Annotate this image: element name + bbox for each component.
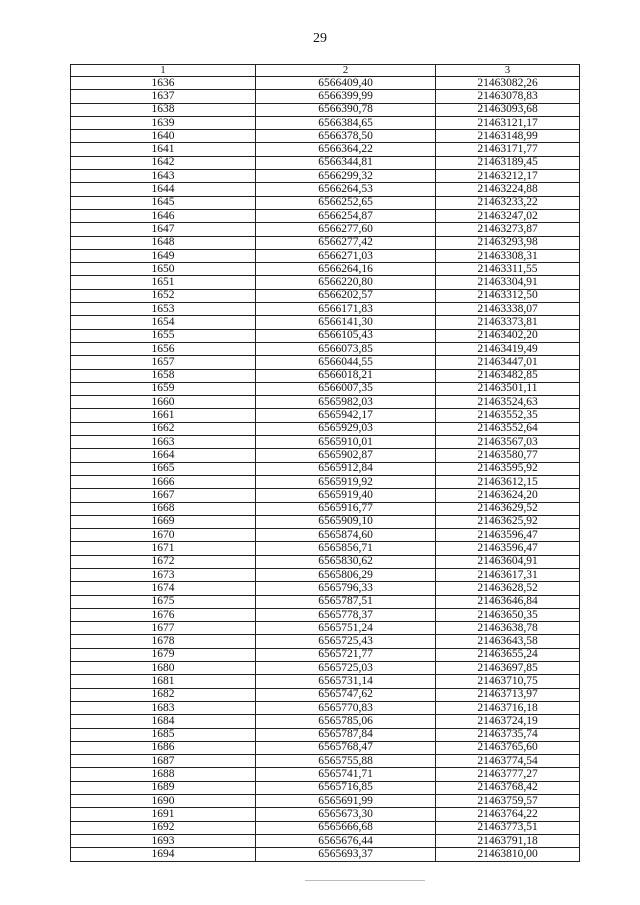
x-coordinate-cell: 6566344,81	[256, 156, 436, 169]
x-coordinate-cell: 6565909,10	[256, 515, 436, 528]
x-coordinate-cell: 6566141,30	[256, 316, 436, 329]
x-coordinate-cell: 6565725,03	[256, 662, 436, 675]
point-number-cell: 1648	[71, 236, 256, 249]
y-coordinate-cell: 21463373,81	[436, 316, 580, 329]
x-coordinate-cell: 6565787,84	[256, 728, 436, 741]
point-number-cell: 1663	[71, 436, 256, 449]
table-row	[71, 635, 580, 648]
y-coordinate-cell: 21463773,51	[436, 821, 580, 834]
table-row	[71, 595, 580, 608]
table-row	[71, 675, 580, 688]
y-coordinate-cell: 21463189,45	[436, 156, 580, 169]
table-row	[71, 728, 580, 741]
point-number-cell: 1653	[71, 303, 256, 316]
y-coordinate-cell: 21463419,49	[436, 342, 580, 355]
table-row	[71, 382, 580, 395]
y-coordinate-cell: 21463093,68	[436, 103, 580, 116]
table-row	[71, 489, 580, 502]
x-coordinate-cell: 6566007,35	[256, 382, 436, 395]
coordinates-table	[70, 64, 580, 862]
table-row	[71, 648, 580, 661]
point-number-cell: 1678	[71, 635, 256, 648]
x-coordinate-cell: 6566299,32	[256, 170, 436, 183]
y-coordinate-cell: 21463338,07	[436, 303, 580, 316]
point-number-cell: 1669	[71, 515, 256, 528]
y-coordinate-cell: 21463233,22	[436, 196, 580, 209]
y-coordinate-cell: 21463774,54	[436, 755, 580, 768]
point-number-cell: 1679	[71, 648, 256, 661]
y-coordinate-cell: 21463646,84	[436, 595, 580, 608]
y-coordinate-cell: 21463791,18	[436, 834, 580, 847]
x-coordinate-cell: 6566073,85	[256, 342, 436, 355]
y-coordinate-cell: 21463247,02	[436, 209, 580, 222]
x-coordinate-cell: 6566384,65	[256, 116, 436, 129]
x-coordinate-cell: 6566399,99	[256, 90, 436, 103]
x-coordinate-cell: 6565768,47	[256, 741, 436, 754]
table-header	[71, 65, 580, 77]
x-coordinate-cell: 6565910,01	[256, 436, 436, 449]
x-coordinate-cell: 6565796,33	[256, 582, 436, 595]
x-coordinate-cell: 6566018,21	[256, 369, 436, 382]
x-coordinate-cell: 6565721,77	[256, 648, 436, 661]
point-number-cell: 1652	[71, 289, 256, 302]
x-coordinate-cell: 6565912,84	[256, 462, 436, 475]
point-number-cell: 1691	[71, 808, 256, 821]
table-row	[71, 475, 580, 488]
x-coordinate-cell: 6565785,06	[256, 715, 436, 728]
point-number-cell: 1636	[71, 77, 256, 90]
y-coordinate-cell: 21463604,91	[436, 555, 580, 568]
y-coordinate-cell: 21463765,60	[436, 741, 580, 754]
x-coordinate-cell: 6565770,83	[256, 701, 436, 714]
table-row	[71, 701, 580, 714]
y-coordinate-cell: 21463552,64	[436, 422, 580, 435]
x-coordinate-cell: 6565919,92	[256, 475, 436, 488]
table-row	[71, 449, 580, 462]
x-coordinate-cell: 6565787,51	[256, 595, 436, 608]
column-header-3: 3	[436, 65, 580, 77]
table-row	[71, 303, 580, 316]
point-number-cell: 1666	[71, 475, 256, 488]
point-number-cell: 1660	[71, 396, 256, 409]
point-number-cell: 1692	[71, 821, 256, 834]
x-coordinate-cell: 6566105,43	[256, 329, 436, 342]
column-header-1: 1	[71, 65, 256, 77]
table-row	[71, 143, 580, 156]
table-row	[71, 755, 580, 768]
table-row	[71, 342, 580, 355]
x-coordinate-cell: 6566409,40	[256, 77, 436, 90]
x-coordinate-cell: 6565916,77	[256, 502, 436, 515]
point-number-cell: 1641	[71, 143, 256, 156]
table-row	[71, 568, 580, 581]
y-coordinate-cell: 21463735,74	[436, 728, 580, 741]
x-coordinate-cell: 6566271,03	[256, 249, 436, 262]
table-row	[71, 622, 580, 635]
point-number-cell: 1684	[71, 715, 256, 728]
x-coordinate-cell: 6565755,88	[256, 755, 436, 768]
point-number-cell: 1673	[71, 568, 256, 581]
table-row	[71, 462, 580, 475]
table-row	[71, 103, 580, 116]
table-row	[71, 515, 580, 528]
table-row	[71, 183, 580, 196]
point-number-cell: 1671	[71, 542, 256, 555]
table-row	[71, 276, 580, 289]
point-number-cell: 1688	[71, 768, 256, 781]
y-coordinate-cell: 21463567,03	[436, 436, 580, 449]
point-number-cell: 1680	[71, 662, 256, 675]
x-coordinate-cell: 6566202,57	[256, 289, 436, 302]
y-coordinate-cell: 21463713,97	[436, 688, 580, 701]
x-coordinate-cell: 6566378,50	[256, 130, 436, 143]
x-coordinate-cell: 6566220,80	[256, 276, 436, 289]
point-number-cell: 1686	[71, 741, 256, 754]
page-number: 29	[313, 31, 327, 46]
x-coordinate-cell: 6565725,43	[256, 635, 436, 648]
y-coordinate-cell: 21463273,87	[436, 223, 580, 236]
point-number-cell: 1664	[71, 449, 256, 462]
y-coordinate-cell: 21463595,92	[436, 462, 580, 475]
table-row	[71, 77, 580, 90]
table-row	[71, 249, 580, 262]
table-row	[71, 156, 580, 169]
column-header-2: 2	[256, 65, 436, 77]
point-number-cell: 1649	[71, 249, 256, 262]
x-coordinate-cell: 6566277,42	[256, 236, 436, 249]
point-number-cell: 1675	[71, 595, 256, 608]
table-row	[71, 409, 580, 422]
y-coordinate-cell: 21463710,75	[436, 675, 580, 688]
y-coordinate-cell: 21463697,85	[436, 662, 580, 675]
y-coordinate-cell: 21463625,92	[436, 515, 580, 528]
y-coordinate-cell: 21463638,78	[436, 622, 580, 635]
y-coordinate-cell: 21463624,20	[436, 489, 580, 502]
x-coordinate-cell: 6565942,17	[256, 409, 436, 422]
x-coordinate-cell: 6565874,60	[256, 529, 436, 542]
x-coordinate-cell: 6565830,62	[256, 555, 436, 568]
point-number-cell: 1674	[71, 582, 256, 595]
x-coordinate-cell: 6565929,03	[256, 422, 436, 435]
point-number-cell: 1670	[71, 529, 256, 542]
point-number-cell: 1683	[71, 701, 256, 714]
y-coordinate-cell: 21463171,77	[436, 143, 580, 156]
x-coordinate-cell: 6566044,55	[256, 356, 436, 369]
y-coordinate-cell: 21463596,47	[436, 529, 580, 542]
point-number-cell: 1655	[71, 329, 256, 342]
y-coordinate-cell: 21463643,58	[436, 635, 580, 648]
table-body	[71, 77, 580, 862]
table-row	[71, 196, 580, 209]
table-row	[71, 436, 580, 449]
point-number-cell: 1687	[71, 755, 256, 768]
x-coordinate-cell: 6565673,30	[256, 808, 436, 821]
x-coordinate-cell: 6566390,78	[256, 103, 436, 116]
table-row	[71, 170, 580, 183]
point-number-cell: 1685	[71, 728, 256, 741]
y-coordinate-cell: 21463596,47	[436, 542, 580, 555]
y-coordinate-cell: 21463650,35	[436, 608, 580, 621]
y-coordinate-cell: 21463628,52	[436, 582, 580, 595]
point-number-cell: 1658	[71, 369, 256, 382]
x-coordinate-cell: 6566277,60	[256, 223, 436, 236]
point-number-cell: 1642	[71, 156, 256, 169]
point-number-cell: 1656	[71, 342, 256, 355]
table-row	[71, 329, 580, 342]
table-row	[71, 768, 580, 781]
point-number-cell: 1659	[71, 382, 256, 395]
y-coordinate-cell: 21463552,35	[436, 409, 580, 422]
y-coordinate-cell: 21463524,63	[436, 396, 580, 409]
point-number-cell: 1647	[71, 223, 256, 236]
point-number-cell: 1693	[71, 834, 256, 847]
y-coordinate-cell: 21463304,91	[436, 276, 580, 289]
table-row	[71, 502, 580, 515]
table-row	[71, 715, 580, 728]
y-coordinate-cell: 21463580,77	[436, 449, 580, 462]
header-row	[71, 65, 580, 77]
table-row	[71, 555, 580, 568]
x-coordinate-cell: 6566254,87	[256, 209, 436, 222]
point-number-cell: 1676	[71, 608, 256, 621]
table-row	[71, 821, 580, 834]
table-row	[71, 808, 580, 821]
y-coordinate-cell: 21463629,52	[436, 502, 580, 515]
point-number-cell: 1681	[71, 675, 256, 688]
point-number-cell: 1650	[71, 263, 256, 276]
x-coordinate-cell: 6566264,53	[256, 183, 436, 196]
table-row	[71, 236, 580, 249]
x-coordinate-cell: 6565731,14	[256, 675, 436, 688]
y-coordinate-cell: 21463148,99	[436, 130, 580, 143]
table-row	[71, 316, 580, 329]
point-number-cell: 1690	[71, 795, 256, 808]
point-number-cell: 1667	[71, 489, 256, 502]
table-row	[71, 741, 580, 754]
table-row	[71, 608, 580, 621]
table-row	[71, 834, 580, 847]
y-coordinate-cell: 21463759,57	[436, 795, 580, 808]
y-coordinate-cell: 21463617,31	[436, 568, 580, 581]
point-number-cell: 1682	[71, 688, 256, 701]
table-row	[71, 848, 580, 861]
x-coordinate-cell: 6565693,37	[256, 848, 436, 861]
x-coordinate-cell: 6565778,37	[256, 608, 436, 621]
point-number-cell: 1646	[71, 209, 256, 222]
x-coordinate-cell: 6565716,85	[256, 781, 436, 794]
table-row	[71, 662, 580, 675]
x-coordinate-cell: 6565691,99	[256, 795, 436, 808]
point-number-cell: 1677	[71, 622, 256, 635]
x-coordinate-cell: 6565902,87	[256, 449, 436, 462]
x-coordinate-cell: 6566264,16	[256, 263, 436, 276]
y-coordinate-cell: 21463082,26	[436, 77, 580, 90]
table-row	[71, 422, 580, 435]
x-coordinate-cell: 6565919,40	[256, 489, 436, 502]
x-coordinate-cell: 6565982,03	[256, 396, 436, 409]
y-coordinate-cell: 21463447,01	[436, 356, 580, 369]
point-number-cell: 1694	[71, 848, 256, 861]
y-coordinate-cell: 21463612,15	[436, 475, 580, 488]
table-row	[71, 90, 580, 103]
table-row	[71, 116, 580, 129]
table-row	[71, 263, 580, 276]
y-coordinate-cell: 21463724,19	[436, 715, 580, 728]
x-coordinate-cell: 6565806,29	[256, 568, 436, 581]
y-coordinate-cell: 21463078,83	[436, 90, 580, 103]
x-coordinate-cell: 6565666,68	[256, 821, 436, 834]
y-coordinate-cell: 21463810,00	[436, 848, 580, 861]
y-coordinate-cell: 21463764,22	[436, 808, 580, 821]
footer-rule	[305, 880, 425, 881]
x-coordinate-cell: 6566364,22	[256, 143, 436, 156]
x-coordinate-cell: 6566171,83	[256, 303, 436, 316]
table-row	[71, 396, 580, 409]
y-coordinate-cell: 21463308,31	[436, 249, 580, 262]
point-number-cell: 1637	[71, 90, 256, 103]
y-coordinate-cell: 21463501,11	[436, 382, 580, 395]
table-row	[71, 529, 580, 542]
point-number-cell: 1639	[71, 116, 256, 129]
table-row	[71, 688, 580, 701]
table-row	[71, 369, 580, 382]
y-coordinate-cell: 21463224,88	[436, 183, 580, 196]
point-number-cell: 1651	[71, 276, 256, 289]
x-coordinate-cell: 6565747,62	[256, 688, 436, 701]
point-number-cell: 1645	[71, 196, 256, 209]
x-coordinate-cell: 6565751,24	[256, 622, 436, 635]
table-row	[71, 289, 580, 302]
point-number-cell: 1638	[71, 103, 256, 116]
table-row	[71, 130, 580, 143]
table-row	[71, 582, 580, 595]
point-number-cell: 1654	[71, 316, 256, 329]
point-number-cell: 1672	[71, 555, 256, 568]
y-coordinate-cell: 21463768,42	[436, 781, 580, 794]
x-coordinate-cell: 6565741,71	[256, 768, 436, 781]
point-number-cell: 1662	[71, 422, 256, 435]
point-number-cell: 1643	[71, 170, 256, 183]
point-number-cell: 1689	[71, 781, 256, 794]
y-coordinate-cell: 21463402,20	[436, 329, 580, 342]
y-coordinate-cell: 21463121,17	[436, 116, 580, 129]
table-row	[71, 542, 580, 555]
y-coordinate-cell: 21463312,50	[436, 289, 580, 302]
y-coordinate-cell: 21463311,55	[436, 263, 580, 276]
x-coordinate-cell: 6566252,65	[256, 196, 436, 209]
point-number-cell: 1644	[71, 183, 256, 196]
table-row	[71, 223, 580, 236]
point-number-cell: 1665	[71, 462, 256, 475]
x-coordinate-cell: 6565856,71	[256, 542, 436, 555]
point-number-cell: 1668	[71, 502, 256, 515]
x-coordinate-cell: 6565676,44	[256, 834, 436, 847]
table-row	[71, 356, 580, 369]
point-number-cell: 1640	[71, 130, 256, 143]
table-row	[71, 795, 580, 808]
y-coordinate-cell: 21463212,17	[436, 170, 580, 183]
point-number-cell: 1657	[71, 356, 256, 369]
table-row	[71, 209, 580, 222]
table-row	[71, 781, 580, 794]
y-coordinate-cell: 21463655,24	[436, 648, 580, 661]
y-coordinate-cell: 21463482,85	[436, 369, 580, 382]
y-coordinate-cell: 21463293,98	[436, 236, 580, 249]
y-coordinate-cell: 21463777,27	[436, 768, 580, 781]
y-coordinate-cell: 21463716,18	[436, 701, 580, 714]
point-number-cell: 1661	[71, 409, 256, 422]
